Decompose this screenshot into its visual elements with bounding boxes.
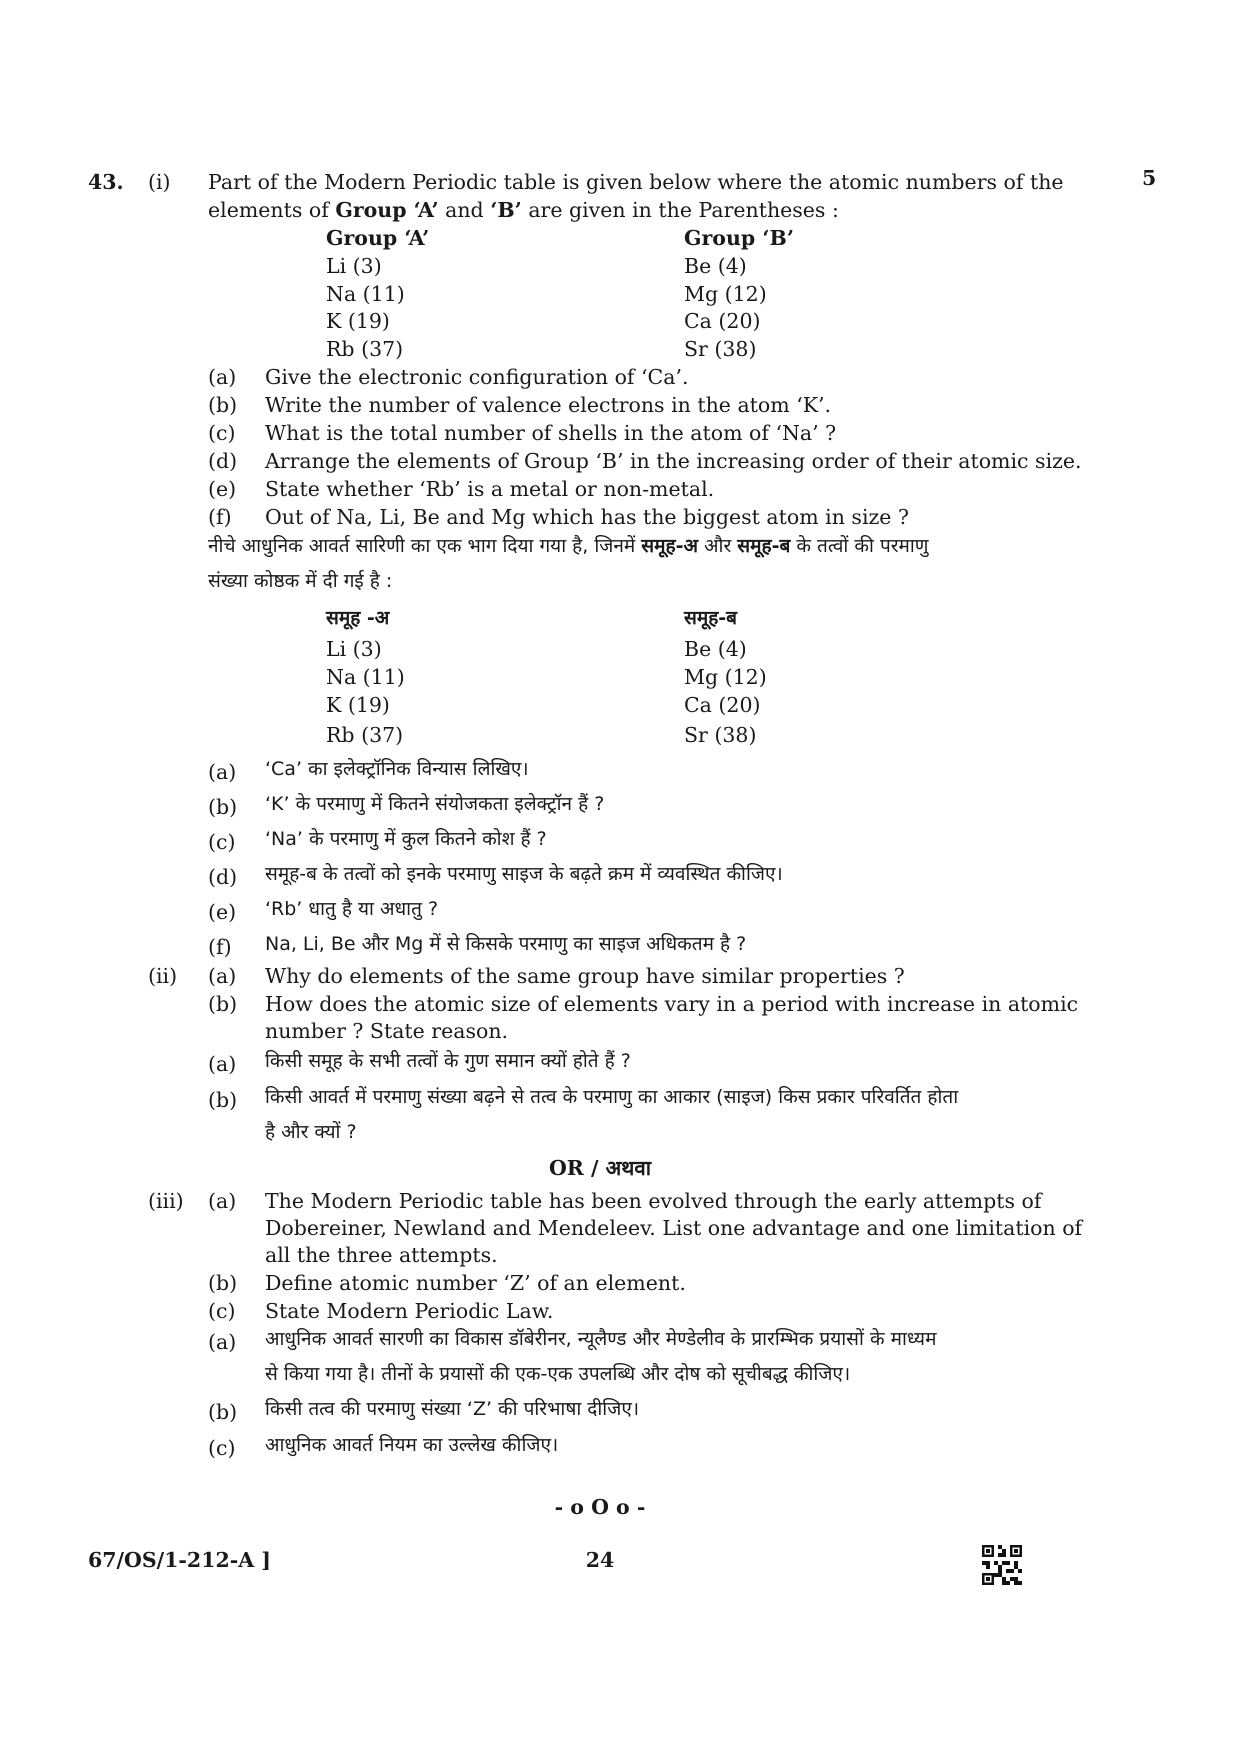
question-label: (f) bbox=[208, 505, 232, 529]
question-text: Define atomic number ‘Z’ of an element. bbox=[265, 1271, 686, 1295]
question-label: (b) bbox=[208, 1271, 238, 1295]
intro-line-2: elements of Group ‘A’ and ‘B’ are given in the Parentheses : bbox=[208, 198, 839, 222]
table-head-a-hi: समूह -अ bbox=[326, 607, 390, 629]
question-text: Dobereiner, Newland and Mendeleev. List one advantage and one limitation of bbox=[265, 1216, 1083, 1240]
question-label: (a) bbox=[208, 1189, 237, 1213]
question-text-hi: है और क्यों ? bbox=[265, 1121, 357, 1143]
part-ii-label: (ii) bbox=[148, 964, 178, 988]
page-number: 24 bbox=[585, 1548, 615, 1572]
question-text-hi: ‘Na’ के परमाणु में कुल कितने कोश हैं ? bbox=[265, 828, 547, 850]
question-text-hi: किसी तत्व की परमाणु संख्या ‘Z’ की परिभाषा दीजिए। bbox=[265, 1398, 640, 1420]
question-text: State Modern Periodic Law. bbox=[265, 1299, 554, 1323]
question-label: (c) bbox=[208, 421, 236, 445]
question-label: (c) bbox=[208, 1436, 236, 1460]
question-label: (d) bbox=[208, 449, 238, 473]
table-cell: Li (3) bbox=[326, 254, 382, 278]
question-text: What is the total number of shells in the atom of ‘Na’ ? bbox=[265, 421, 837, 445]
question-label: (a) bbox=[208, 964, 237, 988]
qr-code-icon bbox=[982, 1545, 1022, 1585]
question-number: 43. bbox=[88, 170, 124, 194]
question-label: (b) bbox=[208, 795, 238, 819]
table-cell: Mg (12) bbox=[684, 665, 767, 689]
question-text-hi: आधुनिक आवर्त नियम का उल्लेख कीजिए। bbox=[265, 1434, 559, 1456]
question-label: (a) bbox=[208, 760, 237, 784]
table-cell: Mg (12) bbox=[684, 282, 767, 306]
table-cell: Sr (38) bbox=[684, 723, 757, 747]
footer-code: 67/OS/1-212-A ] bbox=[88, 1548, 271, 1572]
question-text: Arrange the elements of Group ‘B’ in the increasing order of their atomic size. bbox=[265, 449, 1082, 473]
question-text-hi: ‘K’ के परमाणु में कितने संयोजकता इलेक्ट्रॉन हैं ? bbox=[265, 793, 605, 815]
question-text-hi: ‘Ca’ का इलेक्ट्रॉनिक विन्यास लिखिए। bbox=[265, 758, 529, 780]
question-text-hi: Na, Li, Be और Mg में से किसके परमाणु का साइज अधिकतम है ? bbox=[265, 933, 747, 955]
table-cell: Rb (37) bbox=[326, 337, 404, 361]
question-text: The Modern Periodic table has been evolved through the early attempts of bbox=[265, 1189, 1042, 1213]
question-label: (a) bbox=[208, 1052, 237, 1076]
intro-hindi-line-2: संख्या कोष्ठक में दी गई है : bbox=[208, 570, 393, 592]
question-label: (e) bbox=[208, 477, 237, 501]
question-text-hi: किसी आवर्त में परमाणु संख्या बढ़ने से तत्व के परमाणु का आकार (साइज) किस प्रकार परिवर्तित होता bbox=[265, 1086, 959, 1108]
question-text-hi: किसी समूह के सभी तत्वों के गुण समान क्यों होते हैं ? bbox=[265, 1050, 631, 1072]
table-cell: Li (3) bbox=[326, 637, 382, 661]
table-cell: Sr (38) bbox=[684, 337, 757, 361]
question-label: (c) bbox=[208, 830, 236, 854]
question-text-hi: समूह-ब के तत्वों को इनके परमाणु साइज के बढ़ते क्रम में व्यवस्थित कीजिए। bbox=[265, 863, 783, 885]
table-cell: Be (4) bbox=[684, 254, 747, 278]
part-iii-label: (iii) bbox=[148, 1189, 184, 1213]
question-label: (c) bbox=[208, 1299, 236, 1323]
table-cell: Be (4) bbox=[684, 637, 747, 661]
question-text: all the three attempts. bbox=[265, 1243, 498, 1267]
table-head-a: Group ‘A’ bbox=[326, 226, 430, 250]
question-text: Out of Na, Li, Be and Mg which has the biggest atom in size ? bbox=[265, 505, 909, 529]
question-text-hi: से किया गया है। तीनों के प्रयासों की एक-एक उपलब्धि और दोष को सूचीबद्ध कीजिए। bbox=[265, 1363, 851, 1385]
table-cell: K (19) bbox=[326, 693, 390, 717]
question-text: State whether ‘Rb’ is a metal or non-metal. bbox=[265, 477, 715, 501]
question-label: (e) bbox=[208, 900, 237, 924]
question-label: (a) bbox=[208, 1330, 237, 1354]
or-heading: OR / अथवा bbox=[548, 1156, 652, 1180]
question-label: (a) bbox=[208, 365, 237, 389]
end-mark: - o O o - bbox=[554, 1495, 646, 1519]
part-i-label: (i) bbox=[148, 170, 171, 194]
question-text-hi: आधुनिक आवर्त सारणी का विकास डॉबेरीनर, न्यूलैण्ड और मेण्डेलीव के प्रारम्भिक प्रयासों के माध्यम bbox=[265, 1328, 937, 1350]
question-label: (b) bbox=[208, 1088, 238, 1112]
table-cell: Ca (20) bbox=[684, 693, 761, 717]
question-text: Why do elements of the same group have similar properties ? bbox=[265, 964, 905, 988]
marks: 5 bbox=[1142, 166, 1157, 190]
table-cell: Rb (37) bbox=[326, 723, 404, 747]
question-text: Write the number of valence electrons in the atom ‘K’. bbox=[265, 393, 832, 417]
table-cell: K (19) bbox=[326, 309, 390, 333]
question-text-hi: ‘Rb’ धातु है या अधातु ? bbox=[265, 898, 439, 920]
intro-line-1: Part of the Modern Periodic table is given below where the atomic numbers of the bbox=[208, 170, 1064, 194]
question-text: How does the atomic size of elements vary in a period with increase in atomic bbox=[265, 992, 1079, 1016]
table-cell: Na (11) bbox=[326, 282, 405, 306]
intro-hindi-line-1: नीचे आधुनिक आवर्त सारिणी का एक भाग दिया गया है, जिनमें समूह-अ और समूह-ब के तत्वों की परमाणु bbox=[208, 535, 929, 557]
question-text: Give the electronic configuration of ‘Ca’. bbox=[265, 365, 689, 389]
table-cell: Ca (20) bbox=[684, 309, 761, 333]
question-text: number ? State reason. bbox=[265, 1019, 509, 1043]
question-label: (f) bbox=[208, 935, 232, 959]
question-label: (b) bbox=[208, 393, 238, 417]
question-label: (b) bbox=[208, 1400, 238, 1424]
table-head-b: Group ‘B’ bbox=[684, 226, 794, 250]
table-head-b-hi: समूह-ब bbox=[684, 607, 738, 629]
question-label: (b) bbox=[208, 992, 238, 1016]
table-cell: Na (11) bbox=[326, 665, 405, 689]
question-label: (d) bbox=[208, 865, 238, 889]
